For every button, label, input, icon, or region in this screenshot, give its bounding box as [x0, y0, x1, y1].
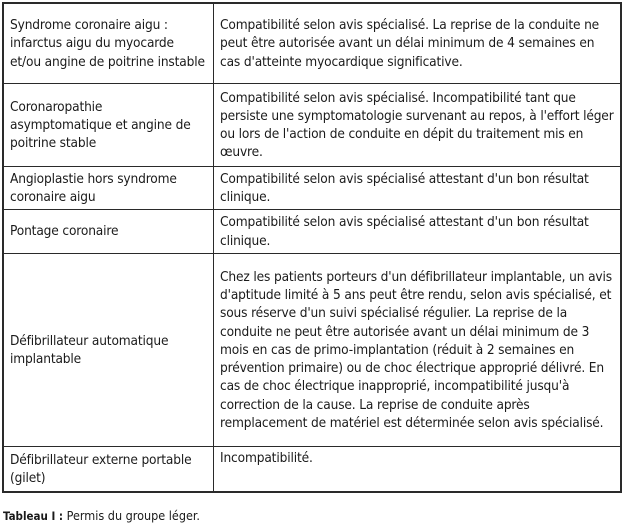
- rule-cell: Chez les patients porteurs d'un défibrillateur implantable, un avis d'aptitude limité à 5 ans peut être rendu, selon avis spécialisé, et sous réserve d'un suivi spécialisé régulier. La reprise de la conduite ne peut être autorisée avant un délai minimum de 3 mois en cas de primo-implantation (réduit à 2 semaines en prévention primaire) ou de choc électrique approprié délivré. En cas de choc électrique inapproprié, incompatibilité jusqu'à correction de la cause. La reprise de conduite après remplacement de matériel est déterminée selon avis spécialisé.: [214, 254, 621, 447]
- condition-cell: Pontage coronaire: [4, 210, 214, 254]
- caption-label: Tableau I :: [3, 509, 64, 523]
- rule-cell: Compatibilité selon avis spécialisé. La reprise de la conduite ne peut être autorisée avant un délai minimum de 4 semaines en cas d'atteinte myocardique significative.: [214, 4, 621, 84]
- table-row: [4, 447, 621, 492]
- table-row: [4, 4, 621, 84]
- condition-cell: Syndrome coronaire aigu : infarctus aigu du myocarde et/ou angine de poitrine instable: [4, 4, 214, 84]
- fitness-criteria-table: [3, 3, 621, 492]
- table-row: [4, 210, 621, 254]
- rule-cell: Incompatibilité.: [214, 447, 621, 492]
- condition-cell: Coronaropathie asymptomatique et angine de poitrine stable: [4, 84, 214, 167]
- condition-cell: Angioplastie hors syndrome coronaire aigu: [4, 167, 214, 210]
- table-row: [4, 84, 621, 167]
- condition-cell: Défibrillateur externe portable (gilet): [4, 447, 214, 492]
- table-caption: [3, 508, 200, 524]
- table-row: [4, 167, 621, 210]
- rule-cell: Compatibilité selon avis spécialisé. Incompatibilité tant que persiste une symptomatologie survenant au repos, à l'effort léger ou lors de l'action de conduite en dépit du traitement mis en œuvre.: [214, 84, 621, 167]
- rule-cell: Compatibilité selon avis spécialisé attestant d'un bon résultat clinique.: [214, 210, 621, 254]
- condition-cell: Défibrillateur automatique implantable: [4, 254, 214, 447]
- caption-text: Permis du groupe léger.: [63, 508, 200, 523]
- table-row: [4, 254, 621, 447]
- rule-cell: Compatibilité selon avis spécialisé attestant d'un bon résultat clinique.: [214, 167, 621, 210]
- fitness-criteria-table-frame: [2, 2, 622, 493]
